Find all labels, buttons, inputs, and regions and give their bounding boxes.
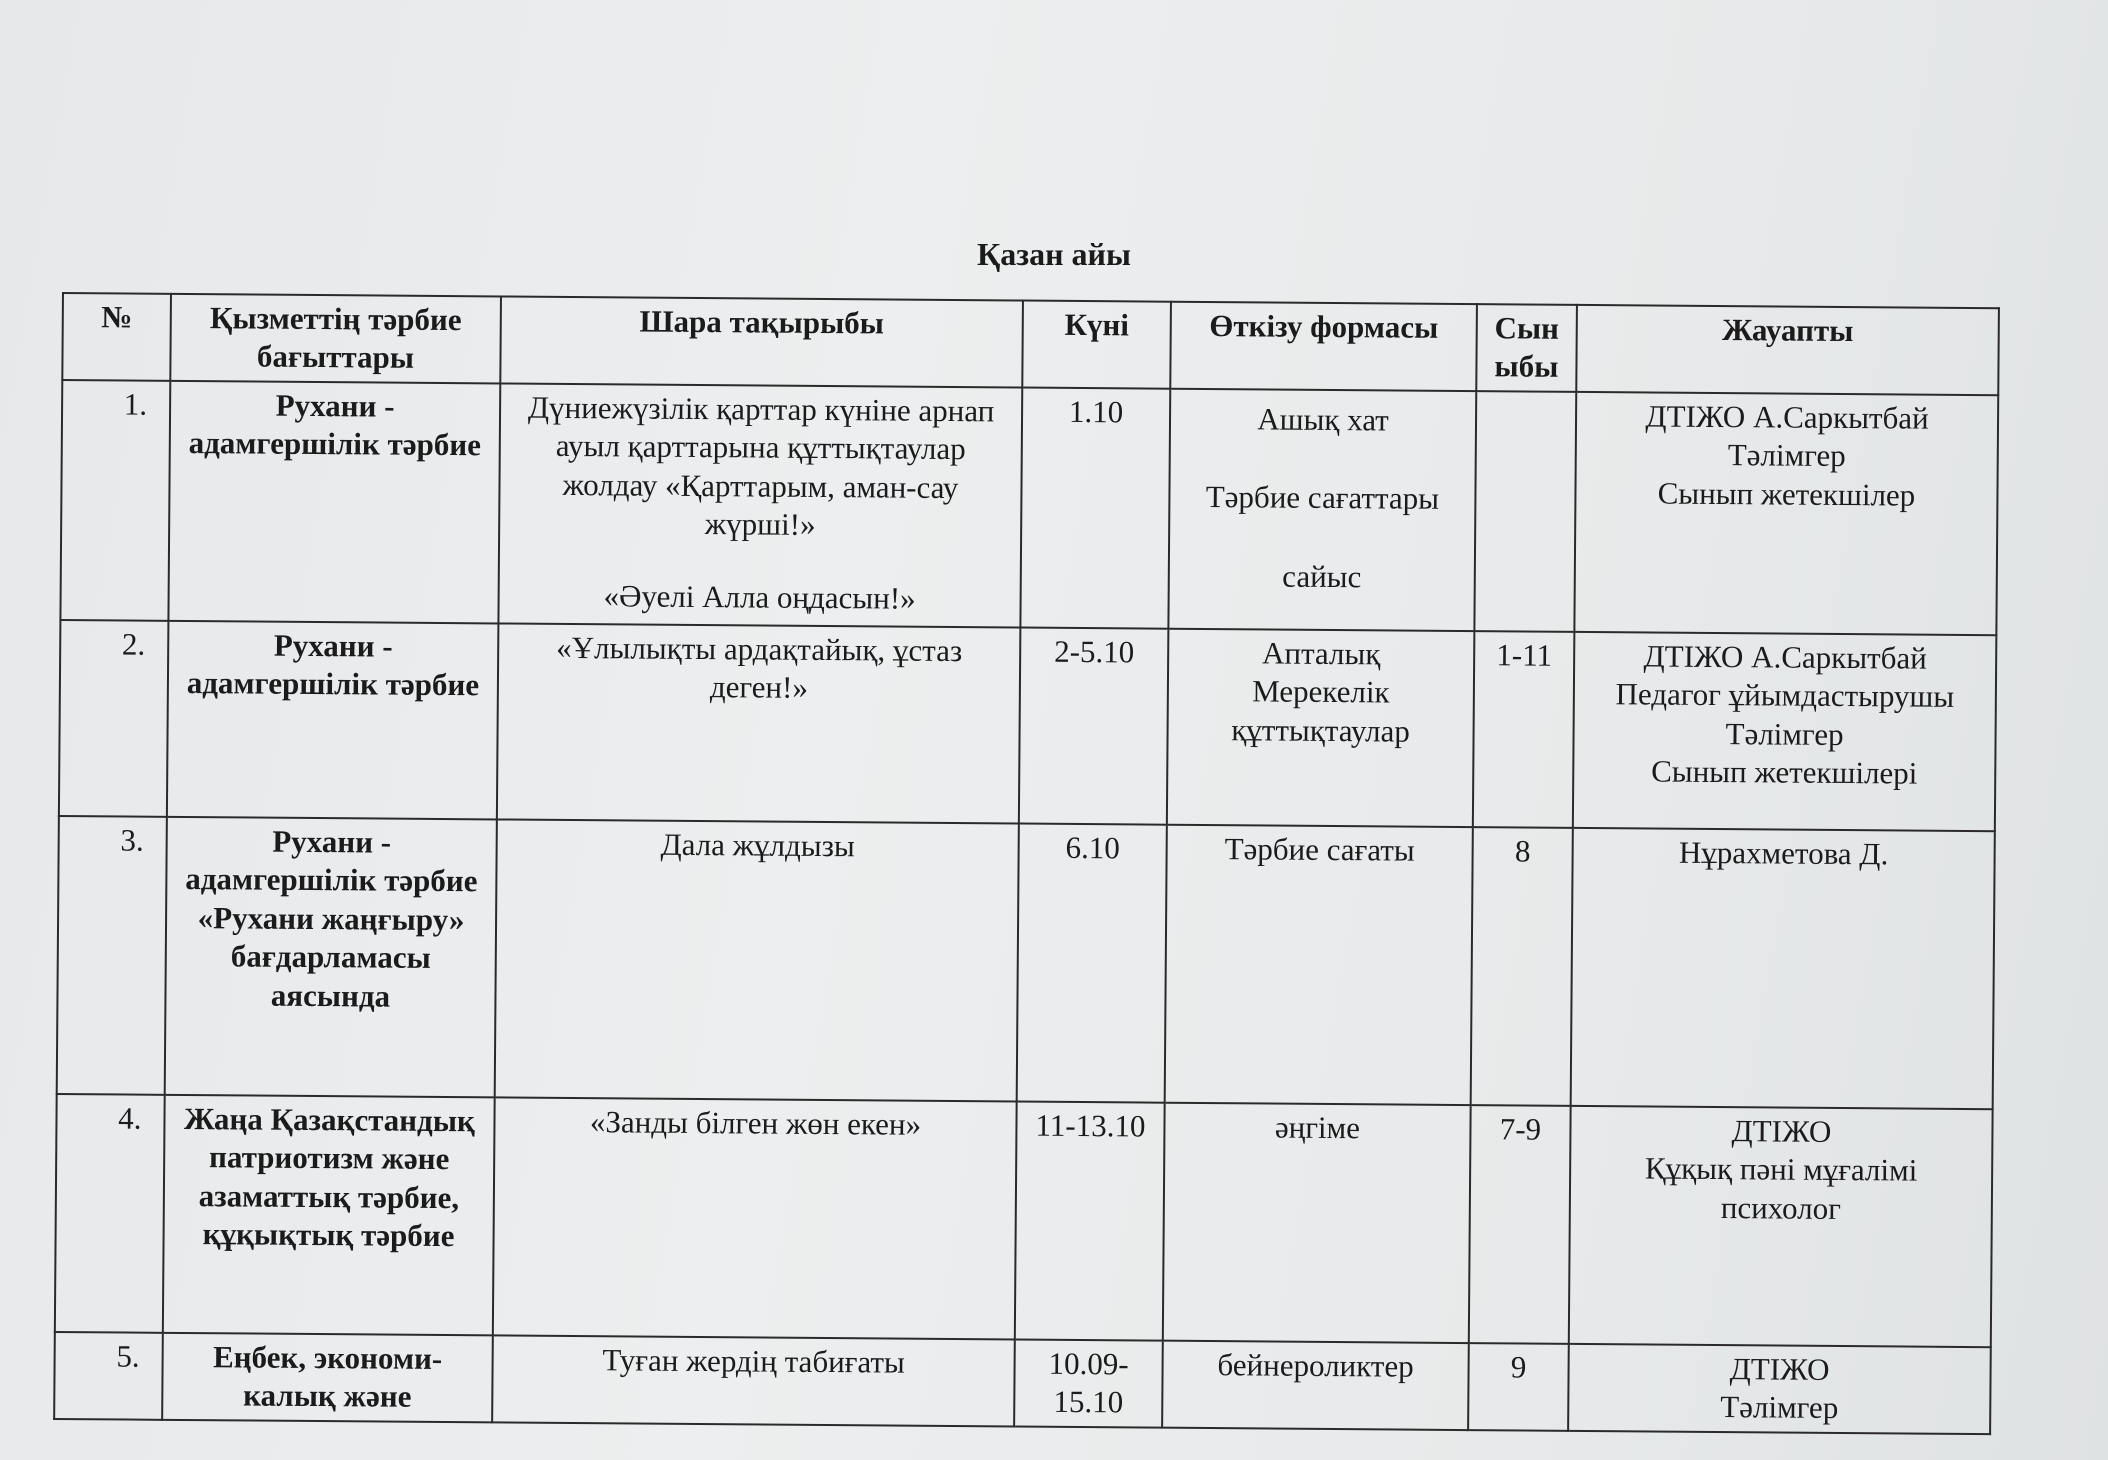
events-table [53, 292, 2000, 1435]
row-topic: Дала жұлдызы [495, 819, 1019, 1101]
responsible-line: Тәлімгер [1725, 715, 1844, 752]
row-date: 2-5.10 [1019, 627, 1169, 824]
header-date: Күні [1022, 301, 1171, 389]
responsible-line: Педагог ұйымдастырушы [1615, 676, 1955, 715]
row-number: 1. [60, 380, 170, 621]
row-direction: Рухани - адамгершілік тәрбие [167, 621, 499, 820]
row-date: 6.10 [1017, 823, 1167, 1102]
row-date: 10.09-15.10 [1014, 1339, 1163, 1427]
direction-line: Рухани - адамгершілік тәрбие [185, 823, 478, 899]
table-header-row [62, 293, 1999, 395]
row-direction: Еңбек, экономи-калық және [162, 1333, 493, 1422]
row-form: Тәрбие сағаты [1165, 825, 1473, 1105]
responsible-line: Тәлімгер [1727, 437, 1846, 474]
row-class: 7-9 [1469, 1105, 1571, 1344]
header-direction: Қызметтің тәрбие бағыттары [170, 294, 501, 383]
table-row [60, 380, 1998, 635]
row-form [1167, 629, 1475, 827]
row-topic: Туған жердің табиғаты [492, 1335, 1015, 1426]
topic-line: «Әуелі Алла оңдасын!» [603, 577, 916, 616]
row-direction [165, 817, 497, 1098]
row-class: 8 [1471, 827, 1573, 1106]
responsible-line: Тәлімгер [1720, 1389, 1839, 1426]
header-no: № [62, 293, 171, 381]
row-date: 11-13.10 [1015, 1101, 1165, 1340]
row-responsible [1573, 632, 1997, 831]
table-row [54, 1332, 1991, 1434]
row-number: 4. [55, 1094, 165, 1333]
row-number: 2. [59, 620, 169, 817]
header-topic: Шара тақырыбы [500, 296, 1023, 387]
form-line: Апталық [1261, 635, 1381, 672]
responsible-line: ДТІЖО А.Саркытбай [1643, 638, 1927, 676]
direction-line: «Рухани жаңғыру» бағдарламасы аясында [197, 899, 465, 1014]
row-responsible: Нұрахметова Д. [1571, 828, 1995, 1109]
form-line: Ашық хат [1257, 401, 1389, 438]
responsible-line: Сынып жетекшілері [1651, 753, 1918, 791]
header-form: Өткізу формасы [1170, 302, 1477, 391]
row-topic: «Занды білген жөн екен» [493, 1097, 1017, 1339]
row-direction: Жаңа Қазақстандық патриотизм және азаматтық тәрбие, құқықтық тәрбие [163, 1095, 495, 1336]
responsible-line: ДТІЖО [1729, 1351, 1830, 1387]
row-topic [498, 383, 1022, 627]
table-row [57, 816, 1995, 1109]
form-line: Мерекелік құттықтаулар [1231, 673, 1410, 749]
row-date: 1.10 [1020, 387, 1170, 628]
topic-line: Дүниежүзілік қарттар күніне арнап ауыл қарттарына құттықтаулар жолдау «Қарттарым, аман-сау жүрші!» [527, 389, 995, 543]
row-class: 1-11 [1473, 631, 1575, 828]
row-form: бейнероликтер [1162, 1341, 1469, 1430]
row-responsible [1574, 392, 1998, 635]
row-class: 9 [1468, 1343, 1569, 1431]
row-form: әңгіме [1163, 1103, 1471, 1343]
row-responsible [1568, 1344, 1991, 1434]
responsible-line: ДТІЖО [1731, 1113, 1832, 1149]
row-class [1474, 391, 1576, 632]
header-responsible: Жауапты [1576, 305, 1999, 395]
table-row [59, 620, 1996, 831]
row-number: 3. [57, 816, 167, 1095]
page-title: Қазан айы [977, 236, 1131, 272]
row-direction: Рухани - адамгершілік тәрбие [168, 381, 500, 624]
header-class: Сын ыбы [1476, 304, 1577, 392]
row-form [1168, 389, 1476, 631]
row-topic: «Ұлылықты ардақтайық, ұстаз деген!» [497, 623, 1021, 823]
table-row [55, 1094, 1993, 1347]
row-number: 5. [54, 1332, 163, 1420]
responsible-line: психолог [1720, 1189, 1842, 1226]
spacer [508, 542, 1012, 580]
row-responsible [1569, 1106, 1993, 1347]
form-line: сайыс [1282, 558, 1362, 594]
responsible-line: Құқық пәні мұғалімі [1644, 1150, 1918, 1188]
responsible-line: ДТІЖО А.Саркытбай [1645, 398, 1929, 436]
form-line: Тәрбие сағаттары [1205, 479, 1440, 517]
responsible-line: Сынып жетекшілер [1657, 475, 1916, 513]
